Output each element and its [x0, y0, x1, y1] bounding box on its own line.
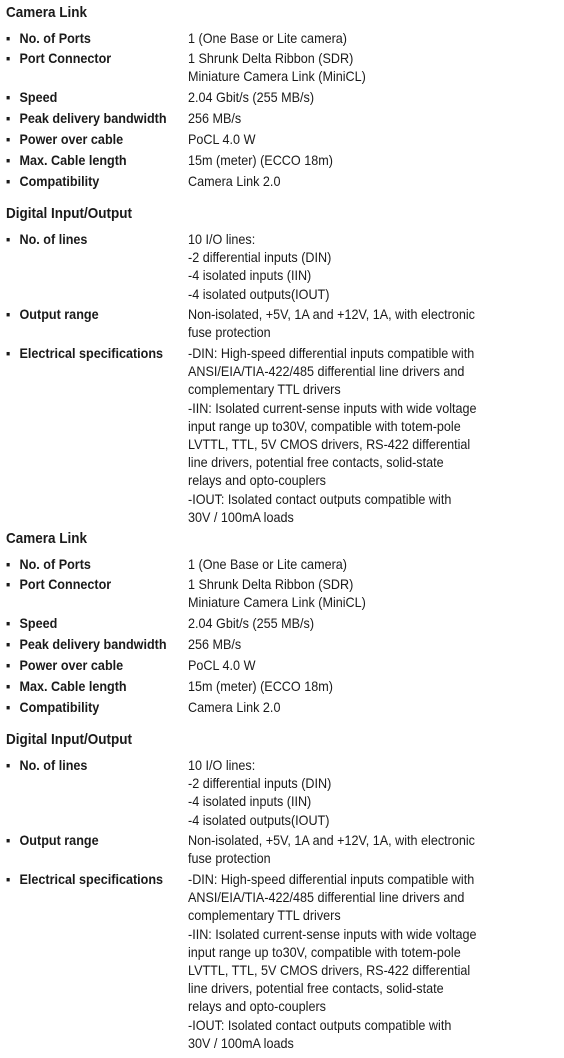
spec-value-line: -2 differential inputs (DIN) — [188, 249, 332, 266]
spec-value-line: 256 MB/s — [188, 110, 242, 126]
spec-value-line: LVTTL, TTL, 5V CMOS drivers, RS-422 differential — [188, 962, 471, 979]
spec-label: Compatibility — [19, 699, 100, 715]
spec-label: Speed — [19, 615, 58, 631]
spec-value-line: -2 differential inputs (DIN) — [188, 775, 332, 792]
spec-value-line: 30V / 100mA loads — [188, 1034, 294, 1051]
spec-label: Electrical specifications — [19, 871, 164, 887]
bullet-icon: ▪ — [6, 615, 11, 631]
spec-value-line: 1 Shrunk Delta Ribbon (SDR) — [188, 50, 354, 66]
spec-value-line: ANSI/EIA/TIA-422/485 differential line drivers and — [188, 889, 465, 906]
spec-label: Electrical specifications — [19, 345, 164, 361]
spec-value-line: 10 I/O lines: — [188, 757, 256, 773]
spec-value — [188, 151, 333, 169]
spec-value — [188, 230, 331, 303]
spec-value-line: 256 MB/s — [188, 636, 242, 652]
bullet-icon: ▪ — [6, 131, 11, 147]
spec-value — [188, 109, 241, 127]
spec-value-line: 2.04 Gbit/s (255 MB/s) — [188, 89, 315, 105]
spec-value — [188, 344, 477, 526]
spec-value-line: 2.04 Gbit/s (255 MB/s) — [188, 615, 315, 631]
spec-value-line: 1 (One Base or Lite camera) — [188, 556, 347, 572]
bullet-icon: ▪ — [6, 678, 11, 694]
spec-value-line: Non-isolated, +5V, 1A and +12V, 1A, with electronic — [188, 306, 475, 322]
spec-value-line: PoCL 4.0 W — [188, 131, 256, 147]
spec-value-line: Non-isolated, +5V, 1A and +12V, 1A, with electronic — [188, 832, 475, 848]
spec-value-line: relays and opto-couplers — [188, 998, 326, 1015]
section-title: Camera Link — [6, 530, 88, 547]
spec-label: Port Connector — [19, 576, 112, 592]
spec-value-line: -IOUT: Isolated contact outputs compatible with — [188, 490, 452, 507]
spec-value-line: input range up to30V, compatible with totem-pole — [188, 943, 461, 960]
spec-value — [188, 575, 366, 611]
spec-value-line: fuse protection — [188, 850, 271, 867]
bullet-icon: ▪ — [6, 110, 11, 126]
spec-value-line: -IIN: Isolated current-sense inputs with wide voltage — [188, 399, 477, 416]
spec-label: Output range — [19, 306, 99, 322]
spec-label: Max. Cable length — [19, 678, 127, 694]
bullet-icon: ▪ — [6, 556, 11, 572]
spec-label: Compatibility — [19, 173, 100, 189]
spec-value-line: -4 isolated outputs(IOUT) — [188, 285, 330, 302]
bullet-icon: ▪ — [6, 173, 11, 189]
spec-value-line: -IOUT: Isolated contact outputs compatible with — [188, 1016, 452, 1033]
spec-label: Power over cable — [19, 657, 124, 673]
spec-value-line: complementary TTL drivers — [188, 907, 341, 924]
bullet-icon: ▪ — [6, 757, 11, 773]
spec-value — [188, 49, 366, 85]
section-title: Camera Link — [6, 4, 88, 21]
spec-label: Peak delivery bandwidth — [19, 110, 167, 126]
bullet-icon: ▪ — [6, 832, 11, 848]
spec-label: Max. Cable length — [19, 152, 127, 168]
spec-value-line: fuse protection — [188, 324, 271, 341]
spec-value-line: relays and opto-couplers — [188, 472, 326, 489]
bullet-icon: ▪ — [6, 699, 11, 715]
spec-value-line: -4 isolated outputs(IOUT) — [188, 811, 330, 828]
spec-label: No. of lines — [19, 231, 88, 247]
spec-value-line: -DIN: High-speed differential inputs compatible with — [188, 871, 475, 887]
spec-value-line: 1 (One Base or Lite camera) — [188, 30, 347, 46]
spec-value-line: -DIN: High-speed differential inputs compatible with — [188, 345, 475, 361]
spec-label: No. of lines — [19, 757, 88, 773]
bullet-icon: ▪ — [6, 152, 11, 168]
spec-value — [188, 305, 475, 341]
bullet-icon: ▪ — [6, 50, 11, 66]
spec-value-line: complementary TTL drivers — [188, 381, 341, 398]
spec-value — [188, 29, 347, 47]
spec-value — [188, 756, 331, 829]
spec-value-line: -4 isolated inputs (IIN) — [188, 267, 312, 284]
bullet-icon: ▪ — [6, 576, 11, 592]
spec-value-line: input range up to30V, compatible with totem-pole — [188, 417, 461, 434]
spec-value — [188, 831, 475, 867]
spec-label: Port Connector — [19, 50, 112, 66]
spec-value — [188, 555, 347, 573]
bullet-icon: ▪ — [6, 657, 11, 673]
spec-value — [188, 698, 280, 716]
spec-value-line: 15m (meter) (ECCO 18m) — [188, 678, 333, 694]
spec-value-line: 30V / 100mA loads — [188, 508, 294, 525]
bullet-icon: ▪ — [6, 871, 11, 887]
spec-value-line: Miniature Camera Link (MiniCL) — [188, 594, 366, 611]
bullet-icon: ▪ — [6, 306, 11, 322]
spec-label: Output range — [19, 832, 99, 848]
section-title: Digital Input/Output — [6, 731, 132, 748]
spec-value — [188, 130, 255, 148]
spec-value-line: -IIN: Isolated current-sense inputs with wide voltage — [188, 925, 477, 942]
spec-label: Power over cable — [19, 131, 124, 147]
spec-value-line: Camera Link 2.0 — [188, 699, 281, 715]
spec-label: Speed — [19, 89, 58, 105]
section-title: Digital Input/Output — [6, 205, 132, 222]
bullet-icon: ▪ — [6, 636, 11, 652]
spec-label: No. of Ports — [19, 556, 91, 572]
bullet-icon: ▪ — [6, 89, 11, 105]
spec-value — [188, 172, 280, 190]
spec-value-line: 1 Shrunk Delta Ribbon (SDR) — [188, 576, 354, 592]
spec-value-line: ANSI/EIA/TIA-422/485 differential line drivers and — [188, 363, 465, 380]
spec-value — [188, 88, 314, 106]
spec-value — [188, 870, 477, 1052]
spec-value — [188, 614, 314, 632]
spec-value-line: 10 I/O lines: — [188, 231, 256, 247]
bullet-icon: ▪ — [6, 345, 11, 361]
spec-value-line: line drivers, potential free contacts, solid-state — [188, 454, 444, 471]
bullet-icon: ▪ — [6, 231, 11, 247]
bullet-icon: ▪ — [6, 30, 11, 46]
spec-value-line: PoCL 4.0 W — [188, 657, 256, 673]
spec-value-line: 15m (meter) (ECCO 18m) — [188, 152, 333, 168]
spec-value-line: line drivers, potential free contacts, solid-state — [188, 980, 444, 997]
spec-value-line: Camera Link 2.0 — [188, 173, 281, 189]
spec-value — [188, 635, 241, 653]
spec-value — [188, 656, 255, 674]
spec-value-line: LVTTL, TTL, 5V CMOS drivers, RS-422 differential — [188, 436, 471, 453]
spec-value-line: -4 isolated inputs (IIN) — [188, 793, 312, 810]
spec-label: Peak delivery bandwidth — [19, 636, 167, 652]
spec-value-line: Miniature Camera Link (MiniCL) — [188, 68, 366, 85]
spec-label: No. of Ports — [19, 30, 91, 46]
spec-value — [188, 677, 333, 695]
